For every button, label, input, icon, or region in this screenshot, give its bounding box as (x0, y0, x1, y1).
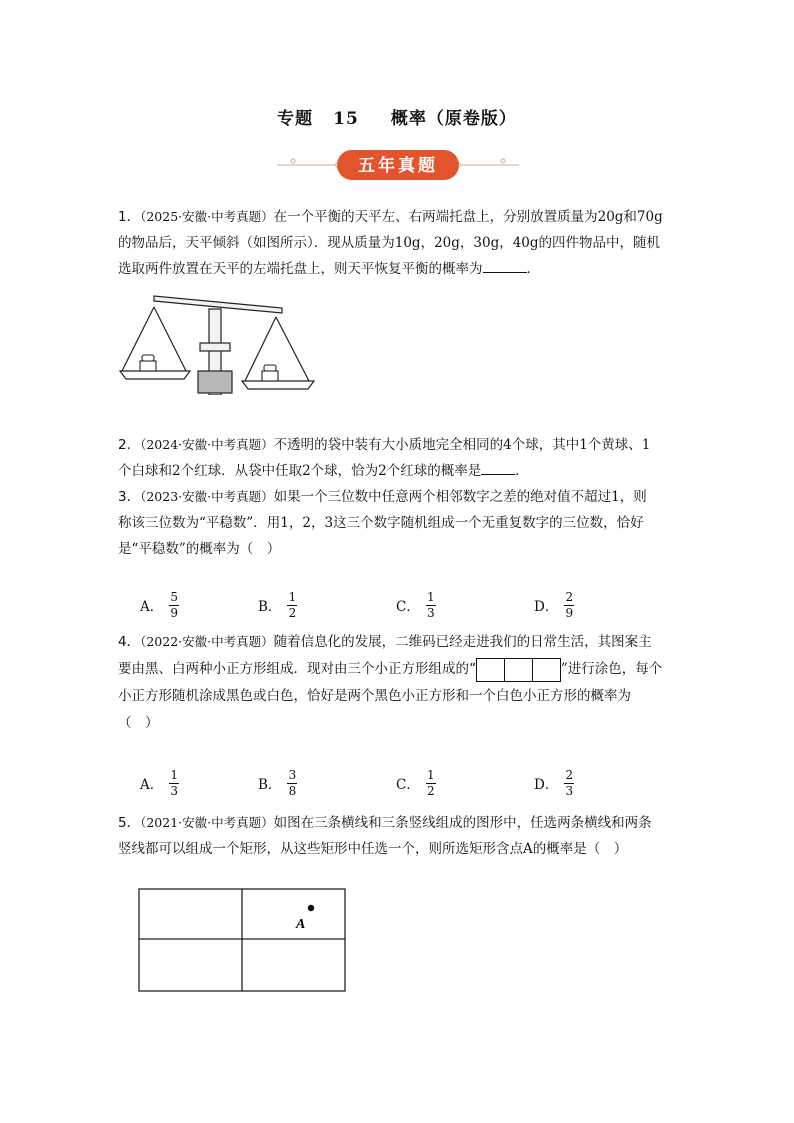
question-text: 竖线都可以组成一个矩形，从这些矩形中任选一个，则所选矩形含点A的概率是（ ） (118, 841, 628, 857)
question-text: 随着信息化的发展，二维码已经走进我们的日常生活，其图案主 (273, 634, 652, 650)
fraction (287, 591, 297, 620)
question-number: 3． (118, 489, 141, 505)
question-text: 如果一个三位数中任意两个相邻数字之差的绝对值不超过1，则 (273, 489, 647, 505)
point-a-label: A (296, 917, 306, 932)
fraction (564, 591, 574, 620)
pillar-base (198, 371, 232, 393)
question-text: （ ） (118, 715, 159, 731)
question-3-options (140, 588, 660, 622)
question-text: 小正方形随机涂成黑色或白色，恰好是两个黑色小正方形和一个白色小正方形的概率为 (118, 688, 631, 704)
question-2 (118, 432, 678, 484)
question-source: （2025·安徽·中考真题） (140, 209, 274, 224)
option-label: D． (534, 599, 559, 615)
fraction (169, 591, 179, 620)
numerator: 2 (565, 589, 574, 604)
answer-blank[interactable] (483, 256, 527, 273)
grid-figure (138, 888, 350, 994)
question-text: 要由黑、白两种小正方形组成．现对由三个小正方形组成的“ (118, 661, 476, 677)
question-text: 不透明的袋中装有大小质地完全相同的4个球，其中1个黄球、1 (273, 437, 651, 453)
option-label: B． (258, 599, 282, 615)
question-5 (118, 810, 678, 862)
numerator: 1 (288, 589, 297, 604)
answer-blank[interactable] (481, 458, 515, 475)
option-label: C． (396, 599, 420, 615)
denominator: 2 (427, 783, 435, 798)
option-b[interactable] (258, 588, 297, 622)
question-text: 选取两件放置在天平的左端托盘上，则天平恢复平衡的概率为 (118, 261, 483, 277)
question-text: 个白球和2个红球．从袋中任取2个球，恰为2个红球的概率是 (118, 463, 482, 479)
question-text: 在一个平衡的天平左、右两端托盘上，分别放置质量为20g和70g (273, 209, 663, 225)
question-number: 2． (118, 437, 141, 453)
question-source: （2021·安徽·中考真题） (140, 815, 274, 830)
question-source: （2024·安徽·中考真题） (140, 437, 274, 452)
fraction (287, 769, 297, 798)
question-source: （2022·安徽·中考真题） (140, 634, 274, 649)
numerator: 1 (427, 589, 435, 604)
fraction (426, 591, 436, 620)
option-label: C． (396, 777, 420, 793)
option-d[interactable] (534, 588, 574, 622)
question-source: （2023·安徽·中考真题） (140, 489, 274, 504)
title-name: 概率（原卷版） (390, 109, 517, 129)
numerator: 1 (427, 767, 435, 782)
question-text: 是“平稳数”的概率为（ ） (118, 541, 281, 557)
pillar-crossbar (200, 343, 230, 351)
question-end: ． (526, 261, 540, 277)
left-pan (120, 371, 190, 379)
section-banner (273, 148, 523, 182)
question-number: 1． (118, 209, 141, 225)
denominator: 9 (565, 605, 574, 620)
option-c[interactable] (396, 766, 436, 800)
question-number: 5． (118, 815, 141, 831)
question-text: 的物品后，天平倾斜（如图所示）．现从质量为10g，20g，30g，40g的四件物品中，随机 (118, 235, 661, 251)
denominator: 3 (427, 605, 435, 620)
question-text: ”进行涂色，每个 (560, 661, 663, 677)
question-end: ． (515, 463, 529, 479)
option-d[interactable] (534, 766, 574, 800)
question-number: 4． (118, 634, 141, 650)
numerator: 1 (170, 767, 179, 782)
option-label: A． (140, 599, 164, 615)
fraction (564, 769, 574, 798)
banner-text: 五年真题 (358, 156, 438, 176)
question-4-options (140, 766, 660, 800)
option-label: B． (258, 777, 282, 793)
right-weight (262, 365, 278, 381)
fraction (426, 769, 436, 798)
question-3 (118, 484, 678, 562)
fraction (169, 769, 179, 798)
title-prefix: 专题 (277, 109, 314, 129)
numerator: 3 (288, 767, 297, 782)
denominator: 2 (288, 605, 297, 620)
option-c[interactable] (396, 588, 436, 622)
denominator: 8 (288, 783, 297, 798)
option-a[interactable] (140, 766, 179, 800)
numerator: 5 (170, 589, 179, 604)
three-squares-figure (476, 658, 561, 682)
denominator: 3 (170, 783, 179, 798)
numerator: 2 (565, 767, 574, 782)
option-b[interactable] (258, 766, 297, 800)
question-1 (118, 204, 678, 282)
title-number: 15 (333, 109, 359, 129)
page-title (0, 104, 794, 129)
right-pan (242, 381, 314, 389)
option-a[interactable] (140, 588, 179, 622)
question-4 (118, 628, 678, 737)
option-label: A． (140, 777, 164, 793)
denominator: 9 (170, 605, 179, 620)
option-label: D． (534, 777, 559, 793)
point-a-dot (308, 905, 314, 911)
question-text: 如图在三条横线和三条竖线组成的图形中，任选两条横线和两条 (273, 815, 652, 831)
denominator: 3 (565, 783, 574, 798)
balance-scale-figure (118, 295, 323, 395)
left-weight (140, 355, 156, 371)
question-text: 称该三位数为“平稳数”．用1，2，3这三个数字随机组成一个无重复数字的三位数，恰好 (118, 515, 644, 531)
